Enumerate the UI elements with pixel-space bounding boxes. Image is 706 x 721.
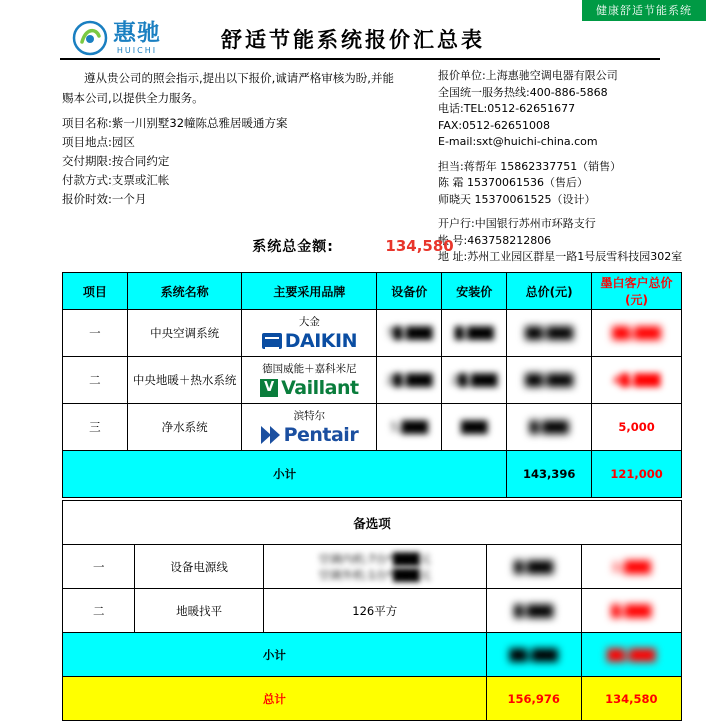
row-total-price: ██,███ xyxy=(507,357,592,404)
supplier-hotline: 全国统一服务热线:400-886-5868 xyxy=(438,85,608,99)
th-brand: 主要采用品牌 xyxy=(242,273,377,310)
row-detail: 空调内机:7台*███元 空调外机:1台*███元 xyxy=(263,545,486,589)
row-brand xyxy=(242,404,377,451)
system-total-value: 134,580 xyxy=(385,237,454,255)
grand-total-total: 156,976 xyxy=(486,677,581,721)
brand-sub-label: 滨特尔 xyxy=(293,410,326,422)
contact-sales: 担当:蒋帮年 15862337751（销售） xyxy=(438,159,622,173)
company-address: 地 址:苏州工业园区群星一路1号辰雪科技园302室 xyxy=(438,250,683,263)
row-system-name: 中央地暖＋热水系统 xyxy=(127,357,242,404)
optional-items-table xyxy=(62,500,682,721)
optional-subtotal-client: ██,███ xyxy=(581,633,681,677)
subtotal-total: 143,396 xyxy=(507,451,592,498)
row-install-price: 2█,███ xyxy=(442,357,507,404)
pentair-logo-icon xyxy=(261,426,281,444)
row-system-name: 净水系统 xyxy=(127,404,242,451)
grand-total-row xyxy=(63,677,682,721)
brand-sub-label: 大金 xyxy=(298,316,320,328)
th-install-price: 安装价 xyxy=(442,273,507,310)
row-total-price: █,███ xyxy=(486,589,581,633)
logo-text-en: HUICHI xyxy=(116,45,158,55)
payment-row: 付款方式:支票或汇帐 xyxy=(62,173,170,187)
row-client-price: ██,███ xyxy=(592,310,682,357)
contact-design: 师晓天 15370061525（设计） xyxy=(438,192,596,206)
row-index: 三 xyxy=(63,404,128,451)
row-index: 二 xyxy=(63,357,128,404)
table-row xyxy=(63,357,682,404)
document-header xyxy=(0,18,706,64)
brand-sub-label: 德国威能＋嘉科米尼 xyxy=(262,363,357,375)
row-client-price: 5,000 xyxy=(592,404,682,451)
row-system-name: 中央空调系统 xyxy=(127,310,242,357)
project-name-row: 项目名称:紫一川别墅32幢陈总雅居暖通方案 xyxy=(62,116,288,130)
supplier-tel: 电话:TEL:0512-62651677 xyxy=(438,102,576,115)
brand-name: Pentair xyxy=(283,424,359,446)
row-index: 一 xyxy=(63,310,128,357)
row-equipment-price: 7█,███ xyxy=(377,310,442,357)
row-brand xyxy=(242,357,377,404)
th-total-price: 总价(元) xyxy=(507,273,592,310)
system-total-label: 系统总金额: xyxy=(252,239,334,255)
row-total-price: █,███ xyxy=(486,545,581,589)
project-location-row: 项目地点:园区 xyxy=(62,135,135,149)
optional-subtotal-label: 小计 xyxy=(63,633,487,677)
contact-service: 陈 霜 15370061536（售后） xyxy=(438,176,588,189)
validity-row: 报价时效:一个月 xyxy=(62,192,147,206)
bank-branch: 开户行:中国银行苏州市环路支行 xyxy=(438,217,596,230)
logo-text-cn: 惠驰 xyxy=(113,19,161,46)
row-item-name: 地暖找平 xyxy=(135,589,263,633)
brand-name: DAIKIN xyxy=(284,330,357,352)
th-item: 项目 xyxy=(63,273,128,310)
page-title: 舒适节能系统报价汇总表 xyxy=(221,28,485,52)
row-total-price: ██,███ xyxy=(507,310,592,357)
row-detail: 126平方 xyxy=(263,589,486,633)
daikin-logo-icon xyxy=(262,333,282,349)
table-row xyxy=(63,310,682,357)
vaillant-logo-icon xyxy=(260,379,278,397)
optional-subtotal-row xyxy=(63,633,682,677)
grand-total-client: 134,580 xyxy=(581,677,681,721)
intro-block xyxy=(62,68,402,209)
intro-paragraph: 遵从贵公司的照会指示,提出以下报价,诚请严格审核为盼,并能赐本公司,以提供全力服务。 xyxy=(62,71,394,105)
optional-header-label: 备选项 xyxy=(63,501,682,545)
row-total-price: █,███ xyxy=(507,404,592,451)
row-client-price: █,███ xyxy=(581,589,681,633)
th-system-name: 系统名称 xyxy=(127,273,242,310)
th-equipment-price: 设备价 xyxy=(377,273,442,310)
subtotal-row xyxy=(63,451,682,498)
grand-total-label: 总计 xyxy=(63,677,487,721)
title-divider xyxy=(60,58,660,60)
th-client-total-price: 墨白客户总价(元) xyxy=(592,273,682,310)
optional-subtotal-total: ██,███ xyxy=(486,633,581,677)
row-client-price: 2,███ xyxy=(581,545,681,589)
row-equipment-price: 2█,███ xyxy=(377,357,442,404)
row-client-price: 4█,███ xyxy=(592,357,682,404)
row-install-price: ███ xyxy=(442,404,507,451)
table-row xyxy=(63,545,682,589)
row-brand xyxy=(242,310,377,357)
system-total-line xyxy=(0,236,706,256)
delivery-row: 交付期限:按合同约定 xyxy=(62,154,170,168)
table-header-row xyxy=(63,273,682,310)
row-item-name: 设备电源线 xyxy=(135,545,263,589)
supplier-name: 报价单位:上海惠驰空调电器有限公司 xyxy=(438,69,618,82)
main-quotation-table xyxy=(62,272,682,498)
table-row xyxy=(63,589,682,633)
row-index: 二 xyxy=(63,589,135,633)
subtotal-client: 121,000 xyxy=(592,451,682,498)
supplier-fax: FAX:0512-62651008 xyxy=(438,118,551,132)
brand-name: Vaillant xyxy=(281,377,359,399)
supplier-email: E-mail:sxt@huichi-china.com xyxy=(438,135,598,148)
row-equipment-price: 5,███ xyxy=(377,404,442,451)
row-index: 一 xyxy=(63,545,135,589)
optional-header-row xyxy=(63,501,682,545)
subtotal-label: 小计 xyxy=(63,451,507,498)
bank-account: 帐 号:463758212806 xyxy=(438,233,552,247)
row-install-price: █,███ xyxy=(442,310,507,357)
top-banner: 健康舒适节能系统 xyxy=(582,0,706,21)
table-row xyxy=(63,404,682,451)
